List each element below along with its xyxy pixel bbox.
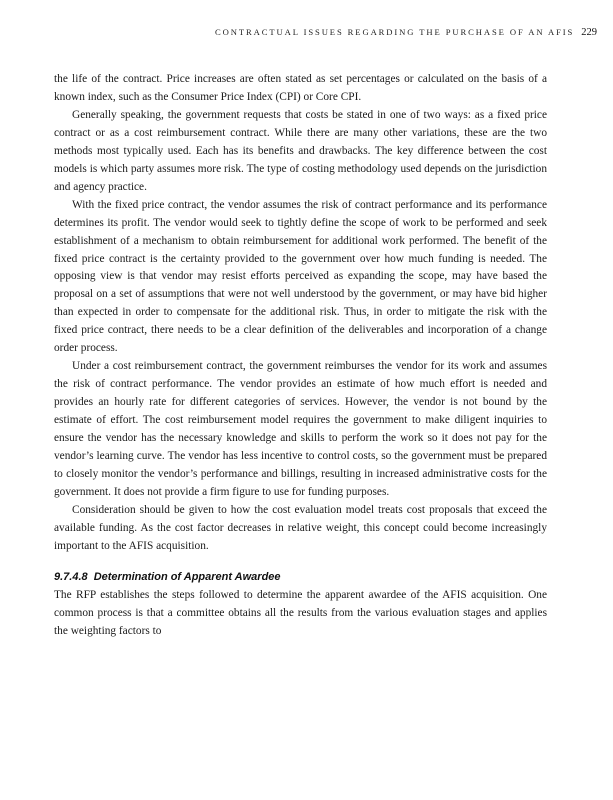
paragraph-apparent-awardee: The RFP establishes the steps followed to determine the apparent awardee of the AFIS acquisition. One common process is that a committee obtains all the results from the various evaluation stages and applies the weighting factors to	[54, 588, 547, 637]
paragraph-fixed-price: With the fixed price contract, the vendor assumes the risk of contract performance and its performance determines its profit. The vendor would seek to tightly define the scope of work to be performed and seek establishment of a mechanism to obtain reimbursement for additional work performed. The benefit of the fixed price contract is the certainty provided to the government over how much funding is needed. The opposing view is that vendor may resist efforts perceived as expanding the scope, may have based the proposal on a set of assumptions that were not well understood by the government, or may have bid higher than expected in order to compensate for the additional risk. Thus, in order to mitigate the risk with the fixed price contract, there needs to be a clear definition of the deliverables and incorporation of a change order process.	[54, 198, 547, 355]
body-text	[54, 71, 547, 641]
section-heading	[54, 569, 547, 586]
running-title: CONTRACTUAL ISSUES REGARDING THE PURCHASE OF AN AFIS	[214, 27, 575, 37]
paragraph-cost-reimbursement: Under a cost reimbursement contract, the government reimburses the vendor for its work and assumes the risk of contract performance. The vendor provides an estimate of how much effort is needed and provides an hourly rate for different categories of services. However, the vendor is not bound by the estimate of effort. The cost reimbursement model requires the government to make diligent inquiries to ensure the vendor has the necessary knowledge and skills to perform the work so it does not pay for the vendor’s learning curve. The vendor has less incentive to control costs, so the government must be prepared to closely monitor the vendor’s performance and billings, resulting in increased administrative costs for the government. It does not provide a firm figure to use for funding purposes.	[54, 360, 547, 498]
paragraph-funding-consideration: Consideration should be given to how the cost evaluation model treats cost proposals that exceed the available funding. As the cost factor decreases in relative weight, this concept could become increasingly important to the AFIS acquisition.	[54, 503, 547, 552]
section-title: Determination of Apparent Awardee	[93, 570, 281, 583]
paragraph-contract-life: the life of the contract. Price increases are often stated as set percentages or calculated on the basis of a known index, such as the Consumer Price Index (CPI) or Core CPI.	[54, 73, 547, 103]
running-header	[54, 27, 597, 38]
page-number: 229	[581, 27, 597, 38]
paragraph-cost-methods: Generally speaking, the government requests that costs be stated in one of two ways: as a fixed price contract or as a cost reimbursement contract. While there are many other variations, these are the two methods most typically used. Each has its benefits and drawbacks. The key difference between the cost models is which party assumes more risk. The type of costing methodology used depends on the jurisdiction and agency practice.	[54, 108, 547, 193]
section-number: 9.7.4.8	[54, 570, 88, 583]
